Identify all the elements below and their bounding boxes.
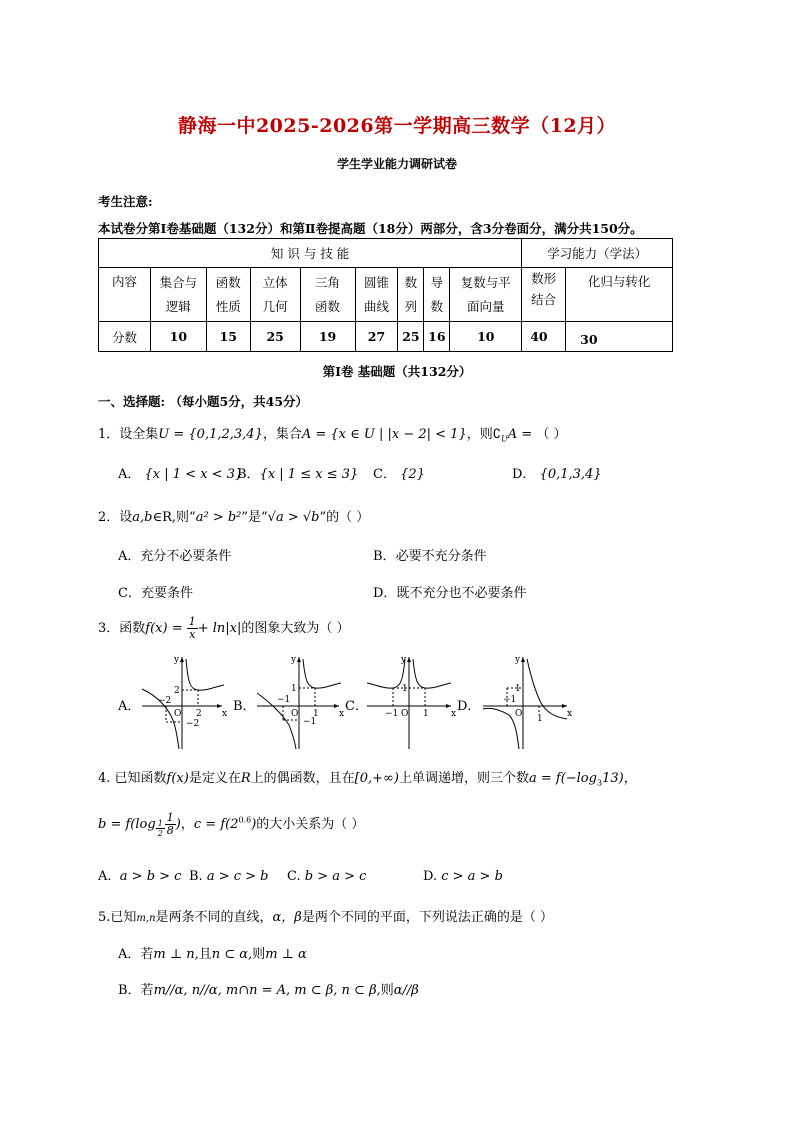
question-4-line-2: b = f(log $\frac{1}{2}$ $\frac{1}{8}$ )，$c = f(2^{0.6})$的大小关系为（ ） [98, 811, 365, 838]
table-score: 19 [300, 322, 355, 352]
table-topic: 数 列 [398, 268, 424, 322]
q3-option-c[interactable]: C． [345, 699, 368, 714]
graph-b [253, 653, 345, 751]
table-topic: 集合与 逻辑 [150, 268, 206, 322]
svg-text:1: 1 [402, 684, 408, 694]
q1-option-c[interactable]: C． {2} [373, 467, 425, 482]
table-score: 10 [450, 322, 522, 352]
table-topic: 复数与平 面向量 [450, 268, 522, 322]
q2-option-c[interactable]: C．充要条件 [118, 586, 193, 601]
table-group-knowledge: 知 识 与 技 能 [99, 239, 522, 268]
q4-option-b[interactable]: B. a > c > b [189, 869, 269, 884]
table-topic: 圆锥 曲线 [355, 268, 398, 322]
q3-option-b[interactable]: B． [233, 699, 256, 714]
table-row-label-content: 内容 [99, 268, 151, 322]
q5-option-b[interactable]: B．若m//α, n//α, m∩n = A, m ⊂ β, n ⊂ β,则α//β [118, 983, 419, 998]
svg-text:O: O [174, 709, 182, 719]
svg-text:1: 1 [313, 709, 319, 719]
notice-label: 考生注意: [98, 194, 153, 209]
q1-option-b[interactable]: B．{x | 1 ≤ x ≤ 3} [237, 467, 359, 482]
question-4-line-1: 4. 已知函数f(x)是定义在R上的偶函数，且在[0,+∞)上单调递增，则三个数$a = f(-\log_313)$， [98, 771, 637, 788]
exam-subtitle: 学生学业能力调研试卷 [336, 157, 457, 171]
table-score: 15 [206, 322, 250, 352]
table-score: 27 [355, 322, 398, 352]
question-3: 3．函数f(x) = $\frac{1}{x}$ + ln|x|的图象大致为（ ） [98, 615, 350, 641]
graph-c [365, 653, 457, 751]
svg-text:−2: −2 [158, 696, 172, 706]
table-score: 25 [250, 322, 300, 352]
svg-text:x: x [339, 709, 345, 719]
svg-text:2: 2 [196, 709, 202, 719]
table-topic: 函数 性质 [206, 268, 250, 322]
table-topic: 立体 几何 [250, 268, 300, 322]
svg-text:1: 1 [291, 684, 297, 694]
svg-text:−1: −1 [303, 717, 317, 727]
notice-text: 本试卷分第Ⅰ卷基础题（132分）和第Ⅱ卷提高题（18分）两部分，含3分卷面分，满分共150分。 [98, 221, 643, 236]
table-score: 16 [424, 322, 450, 352]
q2-option-b[interactable]: B．必要不充分条件 [373, 549, 487, 564]
svg-text:y: y [291, 655, 297, 665]
q1-option-a[interactable]: A． {x | 1 < x < 3} [118, 467, 244, 482]
q4-option-c[interactable]: C. b > a > c [287, 869, 367, 884]
svg-text:1: 1 [515, 684, 521, 694]
q1-option-d[interactable]: D． {0,1,3,4} [512, 467, 602, 482]
svg-text:x: x [222, 709, 228, 719]
table-row-label-score: 分数 [99, 322, 151, 352]
table-topic: 三角 函数 [300, 268, 355, 322]
table-score: 10 [150, 322, 206, 352]
question-5: 5.已知m,n是两条不同的直线，α，β是两个不同的平面，下列说法正确的是（ ） [98, 910, 553, 925]
q2-option-d[interactable]: D．既不充分也不必要条件 [373, 586, 527, 601]
table-score: 25 [398, 322, 424, 352]
question-2: 2．设a,b∈R,则“a² > b²”是“√a > √b”的（ ） [98, 510, 370, 525]
svg-text:−2: −2 [186, 719, 200, 729]
q4-option-a[interactable]: A. a > b > c [98, 869, 182, 884]
q4-option-d[interactable]: D. c > a > b [423, 869, 503, 884]
score-table [98, 238, 673, 352]
svg-text:x: x [567, 709, 573, 719]
svg-text:y: y [401, 655, 407, 665]
graph-a [138, 653, 228, 751]
q5-option-a[interactable]: A．若m ⊥ n,且n ⊂ α,则m ⊥ α [118, 947, 307, 962]
part-heading: 一、选择题: （每小题5分，共45分） [98, 394, 309, 409]
svg-text:y: y [515, 655, 521, 665]
table-score: 40 [522, 322, 566, 352]
q3-option-a[interactable]: A． [118, 699, 141, 714]
svg-text:O: O [401, 709, 409, 719]
svg-text:1: 1 [423, 709, 429, 719]
table-topic: 导 数 [424, 268, 450, 322]
table-group-ability: 学习能力（学法） [522, 239, 673, 268]
svg-text:1: 1 [537, 714, 543, 724]
svg-text:−1: −1 [503, 695, 517, 705]
table-score: 30 [566, 322, 673, 352]
svg-text:O: O [291, 709, 299, 719]
svg-text:2: 2 [174, 686, 180, 696]
graph-d [479, 653, 571, 751]
svg-text:−1: −1 [277, 695, 291, 705]
svg-text:x: x [451, 709, 457, 719]
exam-title: 静海一中2025-2026第一学期高三数学（12月） [177, 115, 617, 137]
table-ability: 数形 结合 [522, 268, 566, 322]
question-1: 1．设全集U = {0,1,2,3,4}，集合A = {x ∈ U | |x − 2| < 1}，则$∁_UA$ = （ ） [98, 427, 567, 444]
svg-text:O: O [515, 709, 523, 719]
svg-text:−1: −1 [385, 709, 399, 719]
q2-option-a[interactable]: A．充分不必要条件 [118, 549, 232, 564]
q3-option-d[interactable]: D． [457, 699, 481, 714]
section-heading: 第Ⅰ卷 基础题（共132分） [322, 364, 472, 379]
table-ability: 化归与转化 [566, 268, 673, 322]
svg-text:y: y [174, 655, 180, 665]
